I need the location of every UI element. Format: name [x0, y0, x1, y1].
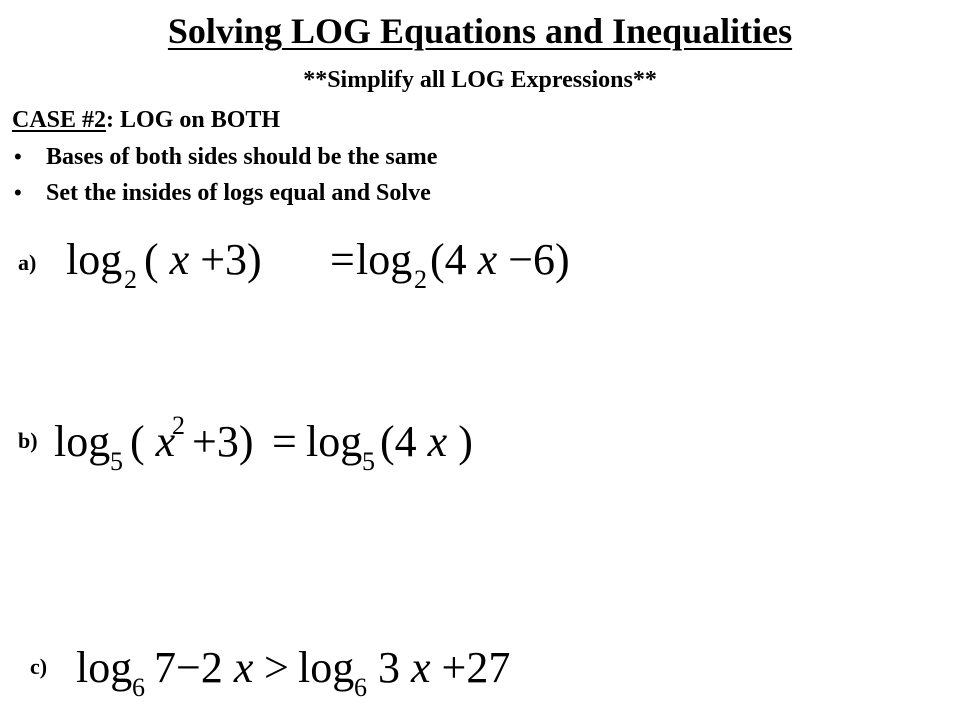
expression-rest: ) — [458, 417, 473, 466]
greater-than-sign: > — [264, 643, 289, 692]
open-paren: (4 — [380, 417, 417, 466]
expression-rest: −6) — [508, 235, 570, 284]
svg-text:log 5 ( x 2 — [54, 395, 473, 480]
problem-c-equation — [72, 636, 511, 704]
page-subtitle: **Simplify all LOG Expressions** — [303, 67, 657, 93]
expression-rest: +27 — [441, 643, 511, 692]
bullet-text: Set the insides of logs equal and Solve — [46, 180, 431, 206]
equals-sign: = — [272, 417, 297, 466]
svg-text:log 6 7−2 x > — [76, 643, 510, 706]
problem-b-equation — [50, 406, 473, 476]
case-label: CASE #2 — [12, 107, 107, 133]
problem-c-label: c) — [30, 654, 48, 679]
equals-sign: = — [330, 235, 355, 284]
log-function: log — [54, 417, 111, 466]
variable: x — [477, 235, 498, 284]
expression-rest: +3) — [200, 235, 262, 284]
bullet-icon: • — [14, 180, 22, 205]
variable: x — [169, 235, 190, 284]
log-base: 5 — [110, 447, 123, 476]
problem-a-equation — [60, 228, 570, 296]
expression-number: 7−2 — [154, 643, 223, 692]
log-base: 2 — [124, 265, 137, 294]
variable: x — [411, 643, 431, 692]
problem-a-label: a) — [18, 250, 37, 275]
variable: x — [155, 417, 176, 466]
page-title: Solving LOG Equations and Inequalities — [167, 11, 793, 51]
log-function: log — [306, 417, 363, 466]
expression-number: 3 — [378, 643, 400, 692]
case-description: : LOG on BOTH — [106, 107, 281, 133]
log-base: 5 — [362, 447, 375, 476]
bullet-text: Bases of both sides should be the same — [46, 144, 438, 170]
log-function: log — [298, 643, 355, 692]
exponent: 2 — [172, 411, 185, 440]
open-paren: ( — [144, 235, 159, 284]
log-function: log — [356, 235, 413, 284]
problem-b-label: b) — [18, 428, 38, 453]
case-heading — [12, 106, 280, 134]
bullet-icon: • — [14, 144, 22, 169]
log-base: 6 — [132, 673, 145, 702]
log-function: log — [76, 643, 133, 692]
log-base: 2 — [414, 265, 427, 294]
log-function: log — [66, 235, 123, 284]
expression-rest: +3) — [192, 417, 254, 466]
log-base: 6 — [354, 673, 367, 702]
open-paren: (4 — [430, 235, 467, 284]
open-paren: ( — [130, 417, 145, 466]
svg-text:log 2 ( x +3) — [66, 235, 570, 298]
variable: x — [427, 417, 448, 466]
variable: x — [233, 643, 254, 692]
